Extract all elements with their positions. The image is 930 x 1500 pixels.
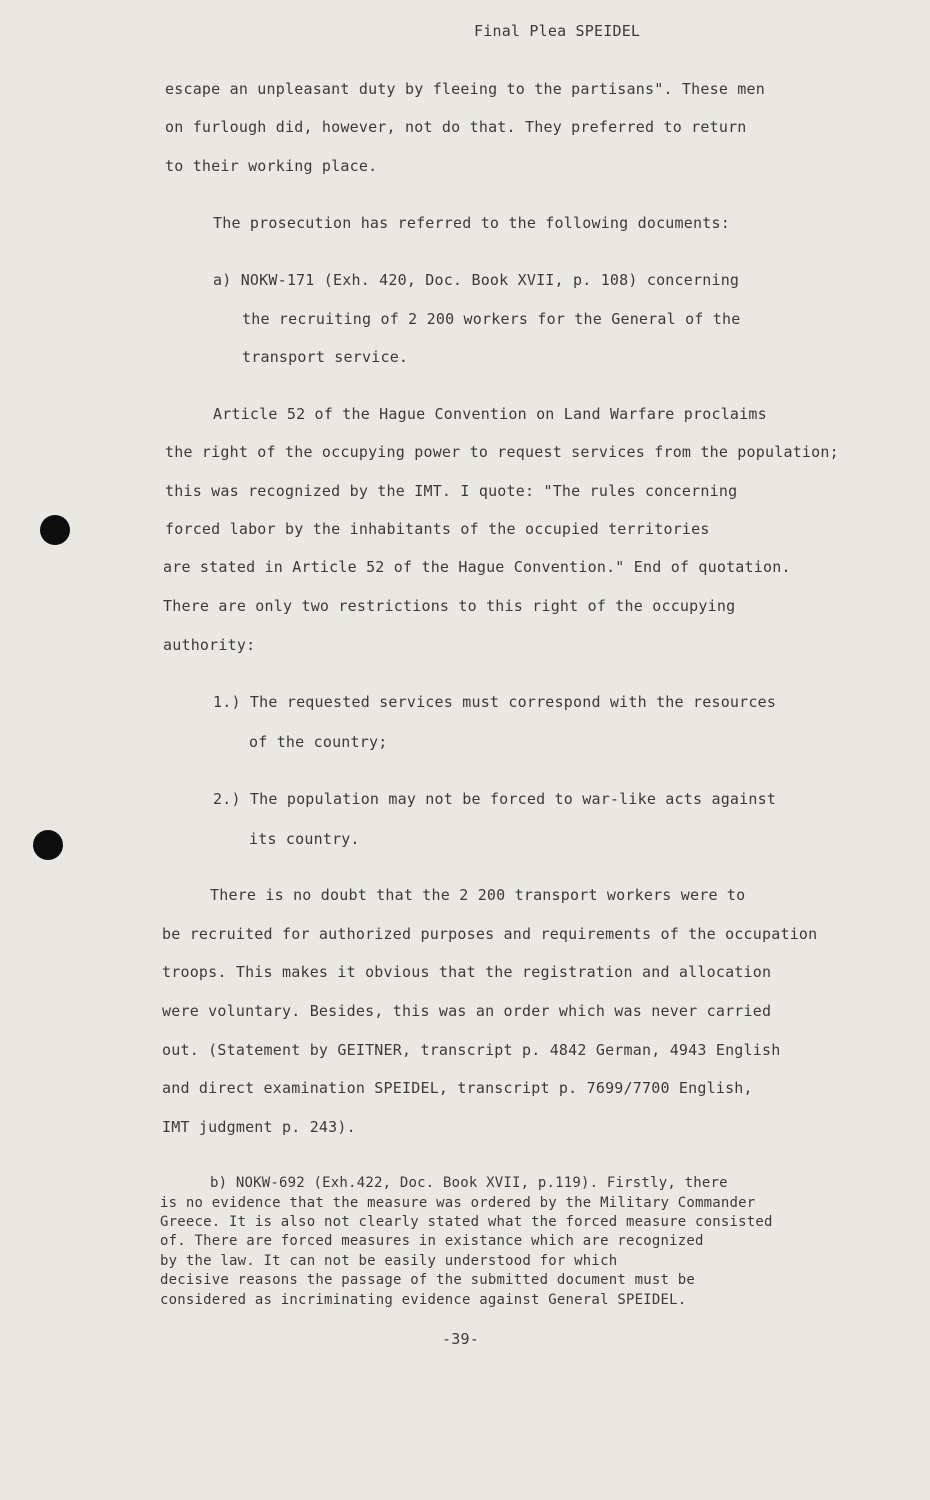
body-line: the right of the occupying power to request services from the population; — [165, 443, 839, 461]
body-line: were voluntary. Besides, this was an order which was never carried — [162, 1002, 772, 1020]
list-item-b-continuation: Greece. It is also not clearly stated what the forced measure consisted — [160, 1214, 773, 1230]
body-line: be recruited for authorized purposes and requirements of the occupation — [162, 925, 818, 943]
body-line: are stated in Article 52 of the Hague Convention." End of quotation. — [163, 558, 791, 576]
list-item-b-continuation: is no evidence that the measure was ordered by the Military Commander — [160, 1195, 756, 1211]
body-line: escape an unpleasant duty by fleeing to the partisans". These men — [165, 80, 765, 98]
list-item-1: 1.) The requested services must correspond with the resources — [213, 693, 777, 711]
punch-hole-top — [40, 515, 70, 545]
body-line: Article 52 of the Hague Convention on Land Warfare proclaims — [213, 405, 767, 423]
body-line: troops. This makes it obvious that the registration and allocation — [162, 963, 772, 981]
body-line: IMT judgment p. 243). — [162, 1118, 356, 1136]
punch-hole-bottom — [33, 830, 63, 860]
list-item-2-continuation: its country. — [249, 830, 360, 848]
page-number: -39- — [442, 1330, 479, 1348]
body-line: The prosecution has referred to the following documents: — [213, 214, 730, 232]
list-item-a: a) NOKW-171 (Exh. 420, Doc. Book XVII, p. 108) concerning — [213, 271, 740, 289]
body-line: on furlough did, however, not do that. They preferred to return — [165, 118, 747, 136]
list-item-b-continuation: decisive reasons the passage of the submitted document must be — [160, 1272, 695, 1288]
list-item-b: b) NOKW-692 (Exh.422, Doc. Book XVII, p.119). Firstly, there — [210, 1175, 728, 1191]
list-item-b-continuation: of. There are forced measures in existance which are recognized — [160, 1233, 704, 1249]
list-item-1-continuation: of the country; — [249, 733, 388, 751]
list-item-a-continuation: the recruiting of 2 200 workers for the General of the — [242, 310, 741, 328]
body-line: and direct examination SPEIDEL, transcript p. 7699/7700 English, — [162, 1079, 753, 1097]
body-line: forced labor by the inhabitants of the occupied territories — [165, 520, 710, 538]
list-item-b-continuation: considered as incriminating evidence against General SPEIDEL. — [160, 1292, 687, 1308]
body-line: out. (Statement by GEITNER, transcript p. 4842 German, 4943 English — [162, 1041, 781, 1059]
list-item-a-continuation: transport service. — [242, 348, 409, 366]
body-line: There is no doubt that the 2 200 transport workers were to — [210, 886, 746, 904]
body-line: to their working place. — [165, 157, 378, 175]
running-header: Final Plea SPEIDEL — [474, 22, 641, 40]
list-item-b-continuation: by the law. It can not be easily understood for which — [160, 1253, 618, 1269]
body-line: There are only two restrictions to this right of the occupying — [163, 597, 736, 615]
list-item-2: 2.) The population may not be forced to war-like acts against — [213, 790, 777, 808]
body-line: authority: — [163, 636, 256, 654]
body-line: this was recognized by the IMT. I quote: "The rules concerning — [165, 482, 738, 500]
